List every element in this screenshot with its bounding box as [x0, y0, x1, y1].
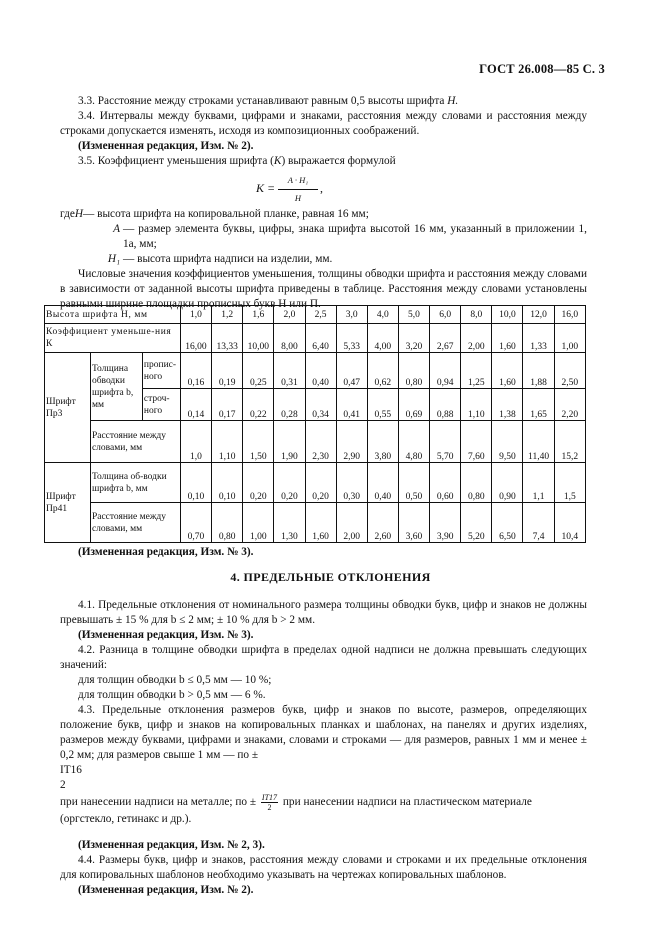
table-cell: 0,55 — [367, 389, 398, 421]
clause-4-3 — [60, 703, 587, 763]
table-cell: 16,00 — [180, 324, 211, 353]
table-cell: 2,90 — [336, 421, 367, 463]
pr3-caps-label: пропис-ного — [142, 353, 180, 389]
clause-3-5-text-end: ) выражается формулой — [281, 155, 396, 167]
table-cell: 1,60 — [492, 324, 523, 353]
height-value: 12,0 — [523, 306, 554, 324]
font-pr3-label: Шрифт Пр3 — [45, 353, 91, 463]
pr3-lower-label: строч-ного — [142, 389, 180, 421]
table-cell: 2,60 — [367, 503, 398, 543]
table-cell: 1,00 — [243, 503, 274, 543]
table-cell: 1,88 — [523, 353, 554, 389]
table-cell: 0,31 — [274, 353, 305, 389]
table-cell: 0,80 — [398, 353, 429, 389]
height-value: 16,0 — [554, 306, 585, 324]
table-row — [45, 463, 586, 503]
table-row — [45, 421, 586, 463]
table-cell: 0,88 — [430, 389, 461, 421]
clause-4-3-text-c: при нанесении надписи на пластическом материале (оргстекло, гетинакс и др.). — [60, 796, 532, 825]
height-value: 1,2 — [212, 306, 243, 324]
table-row — [45, 324, 586, 353]
section-4-title: 4. ПРЕДЕЛЬНЫЕ ОТКЛОНЕНИЯ — [230, 570, 431, 584]
table-cell: 0,20 — [305, 463, 336, 503]
edit-note-3 — [60, 545, 587, 560]
formula-fraction — [278, 173, 318, 206]
definition-A-symbol: A — [113, 223, 120, 235]
table-cell: 1,25 — [461, 353, 492, 389]
table-cell: 0,10 — [180, 463, 211, 503]
section-4-text — [60, 598, 587, 898]
table-cell: 0,16 — [180, 353, 211, 389]
table-cell: 5,33 — [336, 324, 367, 353]
definition-H-text: — высота шрифта на копировальной планке, равная 16 мм; — [83, 208, 369, 220]
table-cell: 6,40 — [305, 324, 336, 353]
table-cell: 3,90 — [430, 503, 461, 543]
clause-4-3-text-a: 4.3. Предельные отклонения размеров букв, цифр и знаков по высоте, размеров, определяющих положение букв, цифр и знаков на копировальных планках и шаблонах, на панелях и других изделиях, размеров между буквами, цифрами и знаками, словами и строками — для размеров, равных 1 мм и менее ± 0,2 мм; для размеров свыше 1 мм — по ± — [60, 704, 587, 761]
clause-3-5 — [60, 154, 587, 169]
numeric-values-paragraph: Числовые значения коэффициентов уменьшения, толщины обводки шрифта и расстояния между словами в зависимости от заданной высоты шрифта приведены в таблице. Расстояния между словами установлены равными ширине площадки прописных букв Н или П. — [60, 268, 587, 310]
pr41-space-label: Расстояние между словами, мм — [90, 503, 180, 543]
table-cell: 2,30 — [305, 421, 336, 463]
height-value: 2,0 — [274, 306, 305, 324]
table-cell: 0,41 — [336, 389, 367, 421]
table-cell: 1,50 — [243, 421, 274, 463]
height-value: 8,0 — [461, 306, 492, 324]
table-cell: 13,33 — [212, 324, 243, 353]
font-parameters-table — [44, 305, 586, 543]
table-cell: 8,00 — [274, 324, 305, 353]
table-row — [45, 503, 586, 543]
formula — [60, 173, 587, 201]
table-cell: 3,80 — [367, 421, 398, 463]
table-cell: 1,10 — [212, 421, 243, 463]
table-cell: 0,20 — [274, 463, 305, 503]
table-row — [45, 353, 586, 389]
clause-4-2-item-2: для толщин обводки b > 0,5 мм — 6 %. — [78, 689, 266, 701]
table-cell: 7,4 — [523, 503, 554, 543]
table-cell: 1,60 — [492, 353, 523, 389]
clause-3-4: 3.4. Интервалы между буквами, цифрами и знаками, расстояния между словами и расстояния между строками допускается изменять, исходя из композиционных соображений. — [60, 110, 587, 137]
definition-where: где — [60, 208, 75, 220]
table-cell: 0,40 — [305, 353, 336, 389]
definition-A — [60, 222, 587, 252]
it17-denominator: 2 — [267, 803, 272, 812]
table-cell: 0,80 — [212, 503, 243, 543]
table-cell: 1,60 — [305, 503, 336, 543]
table-cell: 2,50 — [554, 353, 585, 389]
table-cell: 6,50 — [492, 503, 523, 543]
font-pr41-label: Шрифт Пр41 — [45, 463, 91, 543]
table-cell: 0,80 — [461, 463, 492, 503]
clause-4-2-item-1: для толщин обводки b ≤ 0,5 мм — 10 %; — [78, 674, 272, 686]
height-value: 10,0 — [492, 306, 523, 324]
clause-4-1: 4.1. Предельные отклонения от номинального размера толщины обводки букв, цифр и знаков не должны превышать ± 15 % для b ≤ 2 мм; ± 10 % для b > 2 мм. — [60, 599, 587, 626]
table-cell: 15,2 — [554, 421, 585, 463]
table-cell: 0,14 — [180, 389, 211, 421]
table-cell: 0,19 — [212, 353, 243, 389]
pr3-stroke-label: Толщина обводки шрифта b, мм — [90, 353, 142, 421]
table-cell: 9,50 — [492, 421, 523, 463]
clause-4-4: 4.4. Размеры букв, цифр и знаков, расстояния между словами и строками и их предельные отклонения для копировальных шаблонов необходимо указывать на чертежах копировальных шаблонов. — [60, 854, 587, 882]
it17-fraction — [261, 793, 278, 812]
height-value: 3,0 — [336, 306, 367, 324]
table-cell: 3,60 — [398, 503, 429, 543]
clause-4-3-text-b: при нанесении надписи на металле; по ± — [60, 796, 257, 809]
clause-3-5-symbol: K — [273, 155, 282, 167]
table-cell: 5,70 — [430, 421, 461, 463]
clause-3-3-text: 3.3. Расстояние между строками устанавливают равным 0,5 высоты шрифта — [78, 95, 448, 107]
table-cell: 0,94 — [430, 353, 461, 389]
table-cell: 0,90 — [492, 463, 523, 503]
table-cell: 1,1 — [523, 463, 554, 503]
pr3-space-label: Расстояние между словами, мм — [90, 421, 180, 463]
table-cell: 0,25 — [243, 353, 274, 389]
height-value: 6,0 — [430, 306, 461, 324]
edit-note: (Измененная редакция, Изм. № 2). — [78, 140, 254, 152]
pr41-stroke-label: Толщина об-водки шрифта b, мм — [90, 463, 180, 503]
table-cell: 0,62 — [367, 353, 398, 389]
height-value: 1,6 — [243, 306, 274, 324]
table-cell: 5,20 — [461, 503, 492, 543]
height-value: 5,0 — [398, 306, 429, 324]
definition-H — [60, 207, 587, 222]
table-cell: 0,70 — [180, 503, 211, 543]
it16-numerator: IT16 — [60, 764, 82, 776]
k-label: Коэффициент уменьше-ния К — [45, 324, 181, 353]
clause-3-3-symbol: Н. — [447, 95, 459, 107]
table-cell: 2,00 — [461, 324, 492, 353]
table-cell: 0,60 — [430, 463, 461, 503]
table-cell: 0,34 — [305, 389, 336, 421]
definition-H1-symbol: H₁ — [107, 253, 120, 265]
table-row — [45, 306, 586, 324]
height-header: Высота шрифта Н, мм — [45, 306, 181, 324]
definition-H1 — [60, 252, 587, 267]
section-3-text — [60, 94, 587, 312]
edit-note: (Измененная редакция, Изм. № 3). — [78, 629, 254, 641]
table-cell: 10,4 — [554, 503, 585, 543]
table-cell: 4,00 — [367, 324, 398, 353]
edit-note: (Измененная редакция, Изм. № 2, 3). — [78, 839, 265, 852]
table-cell: 1,5 — [554, 463, 585, 503]
formula-lhs: K = — [256, 181, 276, 195]
table-cell: 7,60 — [461, 421, 492, 463]
table-cell: 0,22 — [243, 389, 274, 421]
table-cell: 0,47 — [336, 353, 367, 389]
table-cell: 1,33 — [523, 324, 554, 353]
table-cell: 4,80 — [398, 421, 429, 463]
table-cell: 2,00 — [336, 503, 367, 543]
table-cell: 1,0 — [180, 421, 211, 463]
table-cell: 1,38 — [492, 389, 523, 421]
table-cell: 1,30 — [274, 503, 305, 543]
height-value: 1,0 — [180, 306, 211, 324]
table-cell: 0,40 — [367, 463, 398, 503]
formula-denominator: H — [294, 193, 302, 203]
table-cell: 0,20 — [243, 463, 274, 503]
page-header: ГОСТ 26.008—85 С. 3 — [479, 62, 605, 76]
definition-A-text: — размер элемента буквы, цифры, знака шрифта высотой 16 мм, указанный в приложении 1, 1а, мм; — [123, 223, 587, 250]
height-value: 2,5 — [305, 306, 336, 324]
edit-note-3-text: (Измененная редакция, Изм. № 3). — [78, 546, 254, 558]
table-cell: 1,65 — [523, 389, 554, 421]
formula-numerator: A · H₁ — [278, 173, 318, 190]
edit-note: (Измененная редакция, Изм. № 2). — [78, 884, 254, 897]
table-cell: 10,00 — [243, 324, 274, 353]
table-cell: 2,67 — [430, 324, 461, 353]
table-cell: 0,10 — [212, 463, 243, 503]
definition-H-symbol: H — [74, 208, 84, 220]
table-cell: 1,00 — [554, 324, 585, 353]
clause-3-5-text: 3.5. Коэффициент уменьшения шрифта ( — [78, 155, 274, 167]
table-cell: 1,90 — [274, 421, 305, 463]
table-cell: 0,28 — [274, 389, 305, 421]
table-cell: 3,20 — [398, 324, 429, 353]
it17-numerator: IT17 — [261, 793, 278, 802]
height-value: 4,0 — [367, 306, 398, 324]
table-cell: 0,17 — [212, 389, 243, 421]
table-cell: 1,10 — [461, 389, 492, 421]
clause-4-2: 4.2. Разница в толщине обводки шрифта в пределах одной надписи не должна превышать следующих значений: — [60, 644, 587, 671]
table-cell: 2,20 — [554, 389, 585, 421]
clause-3-3 — [60, 94, 587, 109]
it16-denominator: 2 — [60, 779, 66, 791]
table-cell: 0,69 — [398, 389, 429, 421]
definition-H1-text: — высота шрифта надписи на изделии, мм. — [123, 253, 333, 265]
table-cell: 0,30 — [336, 463, 367, 503]
table-cell: 0,50 — [398, 463, 429, 503]
table-cell: 11,40 — [523, 421, 554, 463]
formula-comma: , — [320, 181, 323, 195]
